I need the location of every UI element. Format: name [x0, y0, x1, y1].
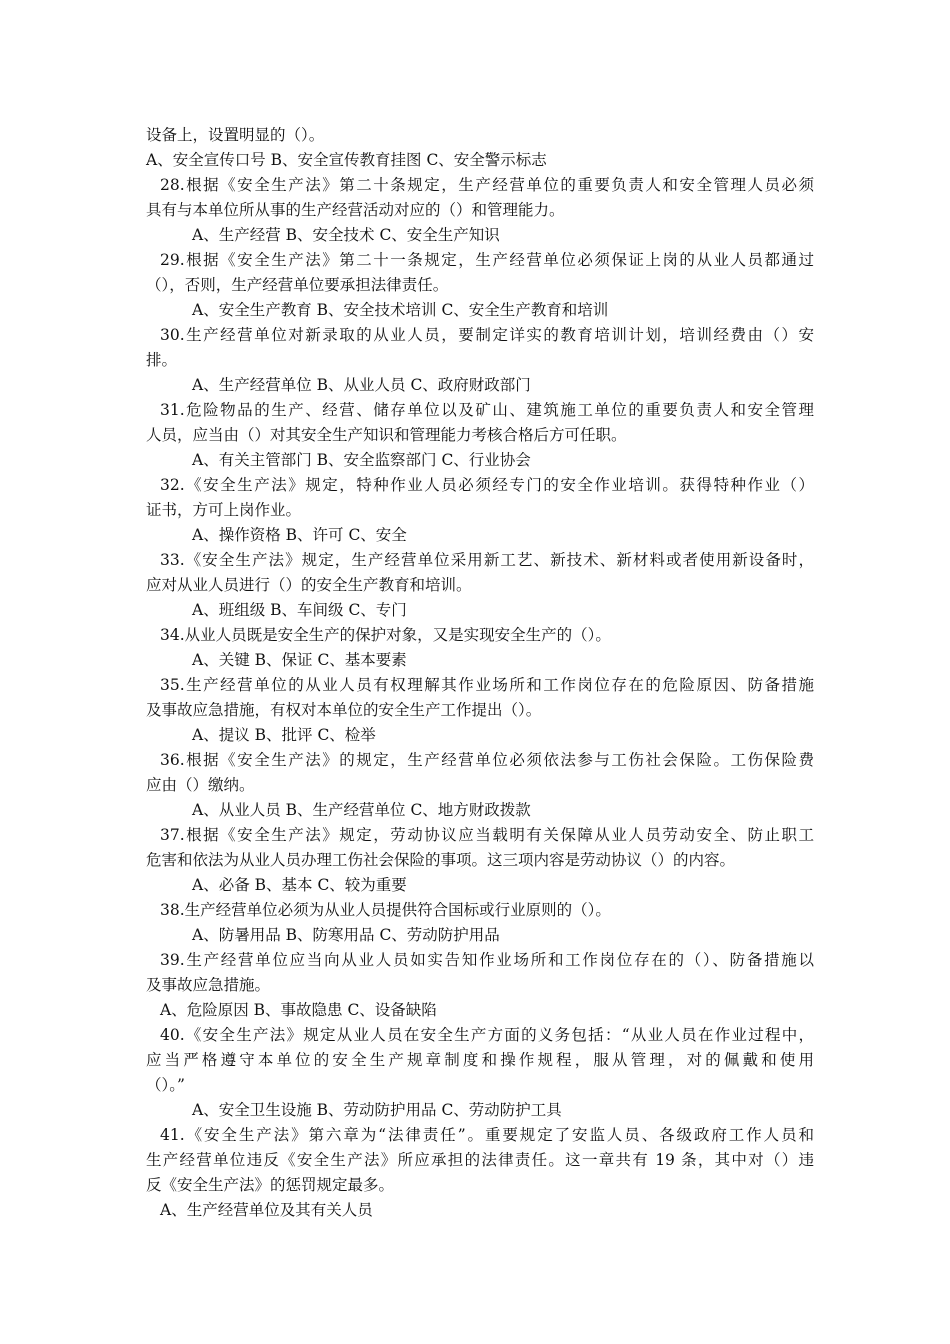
text-line: 40.《安全生产法》规定从业人员在安全生产方面的义务包括：“从业人员在作业过程中， — [160, 1026, 814, 1044]
text-line: （）。” — [146, 1076, 185, 1094]
text-line: 证书，方可上岗作业。 — [146, 501, 302, 519]
text-line: A、关键 B、保证 C、基本要素 — [192, 651, 407, 669]
text-line: A、操作资格 B、许可 C、安全 — [192, 526, 407, 544]
text-line: A、安全卫生设施 B、劳动防护用品 C、劳动防护工具 — [192, 1101, 562, 1119]
text-line: 30.生产经营单位对新录取的从业人员，要制定详实的教育培训计划，培训经费由（）安 — [160, 326, 814, 344]
text-line: 31.危险物品的生产、经营、储存单位以及矿山、建筑施工单位的重要负责人和安全管理 — [160, 401, 814, 419]
text-line: 35.生产经营单位的从业人员有权理解其作业场所和工作岗位存在的危险原因、防备措施 — [160, 676, 814, 694]
text-line: 应对从业人员进行（）的安全生产教育和培训。 — [146, 576, 472, 594]
text-line: A、安全宣传口号 B、安全宣传教育挂图 C、安全警示标志 — [146, 151, 547, 169]
text-line: 人员，应当由（）对其安全生产知识和管理能力考核合格后方可任职。 — [146, 426, 627, 444]
text-line: A、生产经营 B、安全技术 C、安全生产知识 — [192, 226, 500, 244]
text-line: （），否则，生产经营单位要承担法律责任。 — [146, 276, 449, 294]
text-line: 39.生产经营单位应当向从业人员如实告知作业场所和工作岗位存在的（）、防备措施以 — [160, 951, 814, 969]
text-line: A、生产经营单位 B、从业人员 C、政府财政部门 — [192, 376, 531, 394]
text-line: 41.《安全生产法》第六章为“法律责任”。重要规定了安监人员、各级政府工作人员和 — [160, 1126, 814, 1144]
document-body — [146, 123, 814, 1223]
text-line: 29.根据《安全生产法》第二十一条规定，生产经营单位必须保证上岗的从业人员都通过 — [160, 251, 814, 269]
text-line: 38.生产经营单位必须为从业人员提供符合国标或行业原则的（）。 — [160, 901, 611, 919]
text-line: 及事故应急措施。 — [146, 976, 271, 994]
text-line: A、生产经营单位及其有关人员 — [160, 1201, 373, 1219]
text-line: A、安全生产教育 B、安全技术培训 C、安全生产教育和培训 — [192, 301, 609, 319]
text-line: A、从业人员 B、生产经营单位 C、地方财政拨款 — [192, 801, 531, 819]
text-line: 32.《安全生产法》规定，特种作业人员必须经专门的安全作业培训。获得特种作业（） — [160, 476, 814, 494]
text-line: 危害和依法为从业人员办理工伤社会保险的事项。这三项内容是劳动协议（）的内容。 — [146, 851, 736, 869]
text-line: 应当严格遵守本单位的安全生产规章制度和操作规程，服从管理，对的佩戴和使用 — [146, 1051, 814, 1069]
text-line: 具有与本单位所从事的生产经营活动对应的（）和管理能力。 — [146, 201, 565, 219]
text-line: 应由（）缴纳。 — [146, 776, 255, 794]
text-line: 33.《安全生产法》规定，生产经营单位采用新工艺、新技术、新材料或者使用新设备时， — [160, 551, 814, 569]
text-line: 36.根据《安全生产法》的规定，生产经营单位必须依法参与工伤社会保险。工伤保险费 — [160, 751, 814, 769]
text-line: A、危险原因 B、事故隐患 C、设备缺陷 — [160, 1001, 437, 1019]
text-line: A、有关主管部门 B、安全监察部门 C、行业协会 — [192, 451, 531, 469]
text-line: 34.从业人员既是安全生产的保护对象，又是实现安全生产的（）。 — [160, 626, 611, 644]
text-line: 28.根据《安全生产法》第二十条规定，生产经营单位的重要负责人和安全管理人员必须 — [160, 176, 814, 194]
text-line: 排。 — [146, 351, 178, 369]
text-line: 生产经营单位违反《安全生产法》所应承担的法律责任。这一章共有 19 条，其中对（）违 — [146, 1151, 814, 1169]
text-line: 及事故应急措施，有权对本单位的安全生产工作提出（）。 — [146, 701, 542, 719]
text-line: A、防暑用品 B、防寒用品 C、劳动防护用品 — [192, 926, 500, 944]
text-line: A、必备 B、基本 C、较为重要 — [192, 876, 407, 894]
text-line: A、班组级 B、车间级 C、专门 — [192, 601, 407, 619]
text-line: 37.根据《安全生产法》规定，劳动协议应当载明有关保障从业人员劳动安全、防止职工 — [160, 826, 814, 844]
text-line: A、提议 B、批评 C、检举 — [192, 726, 376, 744]
text-line: 反《安全生产法》的惩罚规定最多。 — [146, 1176, 395, 1194]
text-line: 设备上，设置明显的（）。 — [146, 126, 325, 144]
